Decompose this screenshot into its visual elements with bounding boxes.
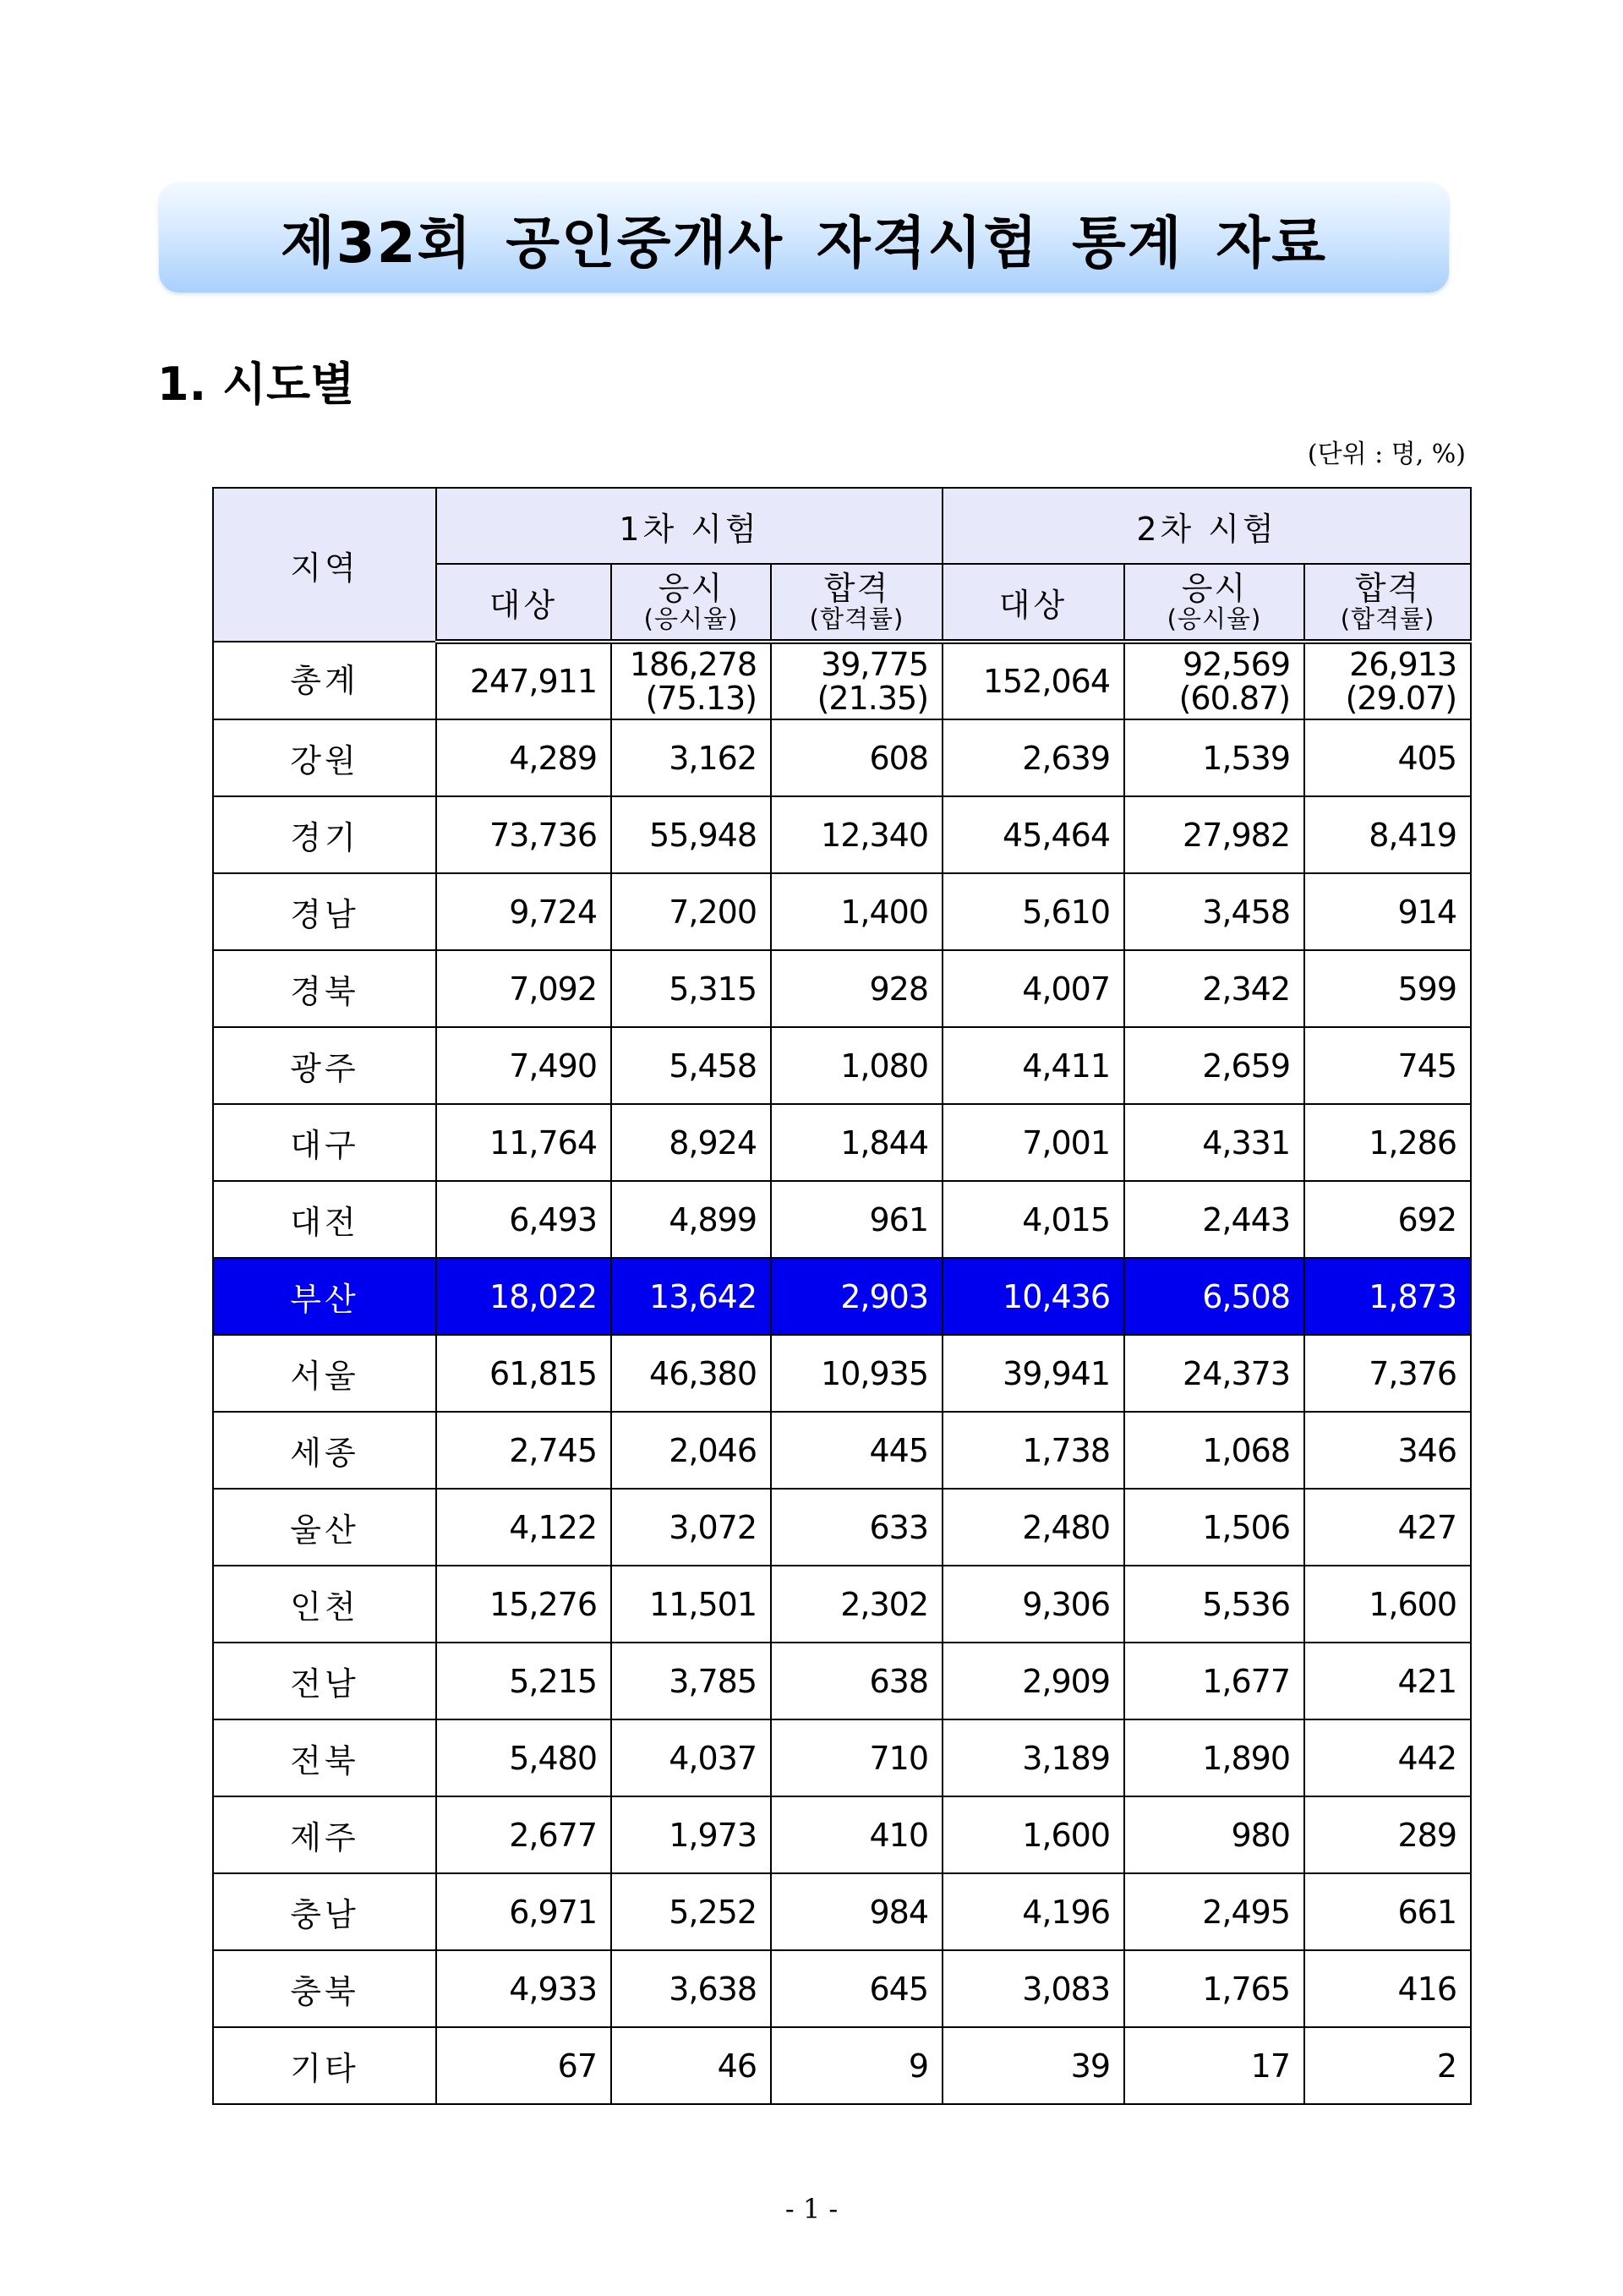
title-banner — [159, 183, 1449, 292]
value-cell — [1304, 642, 1471, 719]
value-cell: 928 — [771, 950, 943, 1027]
region-cell: 울산 — [213, 1489, 436, 1566]
table-row — [213, 796, 1471, 873]
value-cell: 445 — [771, 1412, 943, 1489]
value-cell: 1,600 — [943, 1796, 1124, 1873]
value-cell: 1,539 — [1124, 719, 1304, 796]
value-cell: 4,122 — [436, 1489, 611, 1566]
value-cell: 7,490 — [436, 1027, 611, 1104]
value-cell: 247,911 — [436, 642, 611, 719]
value-cell: 3,458 — [1124, 873, 1304, 950]
value-number: 186,278 — [629, 646, 757, 683]
header-first-target: 대상 — [436, 564, 611, 642]
value-cell: 442 — [1304, 1719, 1471, 1796]
header-pass-rate-label: (합격률) — [1340, 604, 1435, 633]
value-cell: 7,001 — [943, 1104, 1124, 1181]
table-row — [213, 1181, 1471, 1258]
value-cell: 608 — [771, 719, 943, 796]
value-cell: 13,642 — [611, 1258, 771, 1335]
value-cell: 1,600 — [1304, 1566, 1471, 1643]
table-row — [213, 950, 1471, 1027]
value-cell: 61,815 — [436, 1335, 611, 1412]
page-number: - 1 - — [784, 2193, 839, 2225]
region-cell: 인천 — [213, 1566, 436, 1643]
value-cell: 4,037 — [611, 1719, 771, 1796]
value-cell: 7,092 — [436, 950, 611, 1027]
value-cell: 2,659 — [1124, 1027, 1304, 1104]
value-cell: 2,443 — [1124, 1181, 1304, 1258]
value-cell: 5,215 — [436, 1643, 611, 1719]
value-cell: 961 — [771, 1181, 943, 1258]
table-row — [213, 1719, 1471, 1796]
value-cell: 416 — [1304, 1950, 1471, 2027]
value-cell: 3,083 — [943, 1950, 1124, 2027]
value-cell: 638 — [771, 1643, 943, 1719]
region-cell: 세종 — [213, 1412, 436, 1489]
value-cell: 5,458 — [611, 1027, 771, 1104]
value-cell: 1,400 — [771, 873, 943, 950]
value-cell — [611, 642, 771, 719]
value-cell: 2,909 — [943, 1643, 1124, 1719]
region-cell: 충북 — [213, 1950, 436, 2027]
value-cell: 405 — [1304, 719, 1471, 796]
region-cell: 경기 — [213, 796, 436, 873]
header-applied-rate-label: (응시율) — [1167, 604, 1262, 633]
value-cell: 1,738 — [943, 1412, 1124, 1489]
value-cell: 2,903 — [771, 1258, 943, 1335]
value-cell: 1,506 — [1124, 1489, 1304, 1566]
value-cell: 1,677 — [1124, 1643, 1304, 1719]
value-rate: (21.35) — [817, 680, 929, 717]
value-cell: 67 — [436, 2027, 611, 2104]
value-cell: 10,436 — [943, 1258, 1124, 1335]
region-cell: 경남 — [213, 873, 436, 950]
value-cell: 3,162 — [611, 719, 771, 796]
table-row — [213, 1412, 1471, 1489]
value-cell: 9 — [771, 2027, 943, 2104]
value-cell: 15,276 — [436, 1566, 611, 1643]
region-cell: 총계 — [213, 642, 436, 719]
value-number: 26,913 — [1349, 646, 1457, 683]
value-cell: 6,971 — [436, 1873, 611, 1950]
value-cell: 9,724 — [436, 873, 611, 950]
value-cell — [771, 642, 943, 719]
value-number: 92,569 — [1183, 646, 1291, 683]
value-number: 39,775 — [821, 646, 929, 683]
page-title: 제32회 공인중개사 자격시험 통계 자료 — [280, 210, 1328, 276]
region-cell: 대구 — [213, 1104, 436, 1181]
value-cell: 11,501 — [611, 1566, 771, 1643]
value-cell: 39,941 — [943, 1335, 1124, 1412]
value-cell: 10,935 — [771, 1335, 943, 1412]
value-cell: 984 — [771, 1873, 943, 1950]
value-rate: (29.07) — [1345, 680, 1457, 717]
value-cell: 1,873 — [1304, 1258, 1471, 1335]
value-cell: 7,376 — [1304, 1335, 1471, 1412]
header-region: 지역 — [213, 488, 436, 642]
header-second-applied — [1124, 564, 1304, 642]
value-cell: 2,046 — [611, 1412, 771, 1489]
region-cell: 기타 — [213, 2027, 436, 2104]
value-cell: 6,493 — [436, 1181, 611, 1258]
value-cell: 5,610 — [943, 873, 1124, 950]
value-cell: 4,289 — [436, 719, 611, 796]
value-cell: 633 — [771, 1489, 943, 1566]
table-row — [213, 1873, 1471, 1950]
value-cell: 4,899 — [611, 1181, 771, 1258]
value-cell: 2,302 — [771, 1566, 943, 1643]
header-first-passed — [771, 564, 943, 642]
region-cell: 전북 — [213, 1719, 436, 1796]
value-cell: 421 — [1304, 1643, 1471, 1719]
header-passed-label: 합격 — [823, 570, 890, 607]
value-rate: (60.87) — [1178, 680, 1291, 717]
value-cell: 5,252 — [611, 1873, 771, 1950]
value-cell: 9,306 — [943, 1566, 1124, 1643]
value-cell: 914 — [1304, 873, 1471, 950]
region-cell: 전남 — [213, 1643, 436, 1719]
table-row — [213, 1950, 1471, 2027]
value-cell: 1,765 — [1124, 1950, 1304, 2027]
table-row — [213, 1643, 1471, 1719]
table-row — [213, 1566, 1471, 1643]
table-row — [213, 1796, 1471, 1873]
table-row — [213, 1489, 1471, 1566]
table-row — [213, 719, 1471, 796]
value-cell: 24,373 — [1124, 1335, 1304, 1412]
header-first-applied — [611, 564, 771, 642]
region-cell: 제주 — [213, 1796, 436, 1873]
header-pass-rate-label: (합격률) — [809, 604, 904, 633]
value-cell: 2,495 — [1124, 1873, 1304, 1950]
table-row — [213, 1104, 1471, 1181]
value-cell: 427 — [1304, 1489, 1471, 1566]
region-cell: 강원 — [213, 719, 436, 796]
value-cell: 3,189 — [943, 1719, 1124, 1796]
header-applied-rate-label: (응시율) — [643, 604, 739, 633]
table-row — [213, 873, 1471, 950]
value-cell: 410 — [771, 1796, 943, 1873]
region-cell: 충남 — [213, 1873, 436, 1950]
value-cell: 7,200 — [611, 873, 771, 950]
table-row — [213, 1258, 1471, 1335]
value-cell: 645 — [771, 1950, 943, 2027]
value-cell: 2 — [1304, 2027, 1471, 2104]
header-applied-label: 응시 — [1181, 570, 1248, 607]
value-cell — [1124, 642, 1304, 719]
value-cell: 1,080 — [771, 1027, 943, 1104]
value-cell: 1,068 — [1124, 1412, 1304, 1489]
header-second-exam: 2차 시험 — [943, 488, 1471, 564]
value-cell: 2,745 — [436, 1412, 611, 1489]
header-second-target: 대상 — [943, 564, 1124, 642]
value-cell: 3,072 — [611, 1489, 771, 1566]
section-heading: 1. 시도별 — [157, 358, 355, 411]
stats-table — [212, 487, 1472, 2105]
value-cell: 2,480 — [943, 1489, 1124, 1566]
value-cell: 2,677 — [436, 1796, 611, 1873]
value-cell: 11,764 — [436, 1104, 611, 1181]
value-cell: 4,331 — [1124, 1104, 1304, 1181]
value-cell: 1,890 — [1124, 1719, 1304, 1796]
value-cell: 6,508 — [1124, 1258, 1304, 1335]
value-cell: 46 — [611, 2027, 771, 2104]
value-cell: 1,973 — [611, 1796, 771, 1873]
value-cell: 18,022 — [436, 1258, 611, 1335]
value-cell: 8,419 — [1304, 796, 1471, 873]
value-cell: 2,342 — [1124, 950, 1304, 1027]
value-cell: 5,480 — [436, 1719, 611, 1796]
region-cell: 경북 — [213, 950, 436, 1027]
value-cell: 5,536 — [1124, 1566, 1304, 1643]
value-cell: 17 — [1124, 2027, 1304, 2104]
header-applied-label: 응시 — [658, 570, 724, 607]
value-cell: 4,196 — [943, 1873, 1124, 1950]
value-cell: 4,933 — [436, 1950, 611, 2027]
value-cell: 3,638 — [611, 1950, 771, 2027]
region-cell: 부산 — [213, 1258, 436, 1335]
table-row — [213, 1335, 1471, 1412]
table-row — [213, 1027, 1471, 1104]
value-cell: 39 — [943, 2027, 1124, 2104]
value-cell: 692 — [1304, 1181, 1471, 1258]
value-cell: 46,380 — [611, 1335, 771, 1412]
region-cell: 대전 — [213, 1181, 436, 1258]
value-cell: 599 — [1304, 950, 1471, 1027]
value-cell: 745 — [1304, 1027, 1471, 1104]
value-cell: 710 — [771, 1719, 943, 1796]
unit-note: (단위 : 명, %) — [1307, 440, 1466, 469]
value-cell: 980 — [1124, 1796, 1304, 1873]
table-row — [213, 2027, 1471, 2104]
value-cell: 4,015 — [943, 1181, 1124, 1258]
header-passed-label: 합격 — [1354, 570, 1421, 607]
value-cell: 4,411 — [943, 1027, 1124, 1104]
table-row-total — [213, 642, 1471, 719]
value-rate: (75.13) — [645, 680, 757, 717]
region-cell: 광주 — [213, 1027, 436, 1104]
value-cell: 2,639 — [943, 719, 1124, 796]
value-cell: 1,286 — [1304, 1104, 1471, 1181]
value-cell: 27,982 — [1124, 796, 1304, 873]
value-cell: 55,948 — [611, 796, 771, 873]
value-cell: 289 — [1304, 1796, 1471, 1873]
value-cell: 8,924 — [611, 1104, 771, 1181]
value-cell: 5,315 — [611, 950, 771, 1027]
value-cell: 3,785 — [611, 1643, 771, 1719]
value-cell: 12,340 — [771, 796, 943, 873]
value-cell: 661 — [1304, 1873, 1471, 1950]
value-cell: 346 — [1304, 1412, 1471, 1489]
header-first-exam: 1차 시험 — [436, 488, 943, 564]
region-cell: 서울 — [213, 1335, 436, 1412]
value-cell: 45,464 — [943, 796, 1124, 873]
value-cell: 4,007 — [943, 950, 1124, 1027]
value-cell: 152,064 — [943, 642, 1124, 719]
header-second-passed — [1304, 564, 1471, 642]
value-cell: 73,736 — [436, 796, 611, 873]
value-cell: 1,844 — [771, 1104, 943, 1181]
